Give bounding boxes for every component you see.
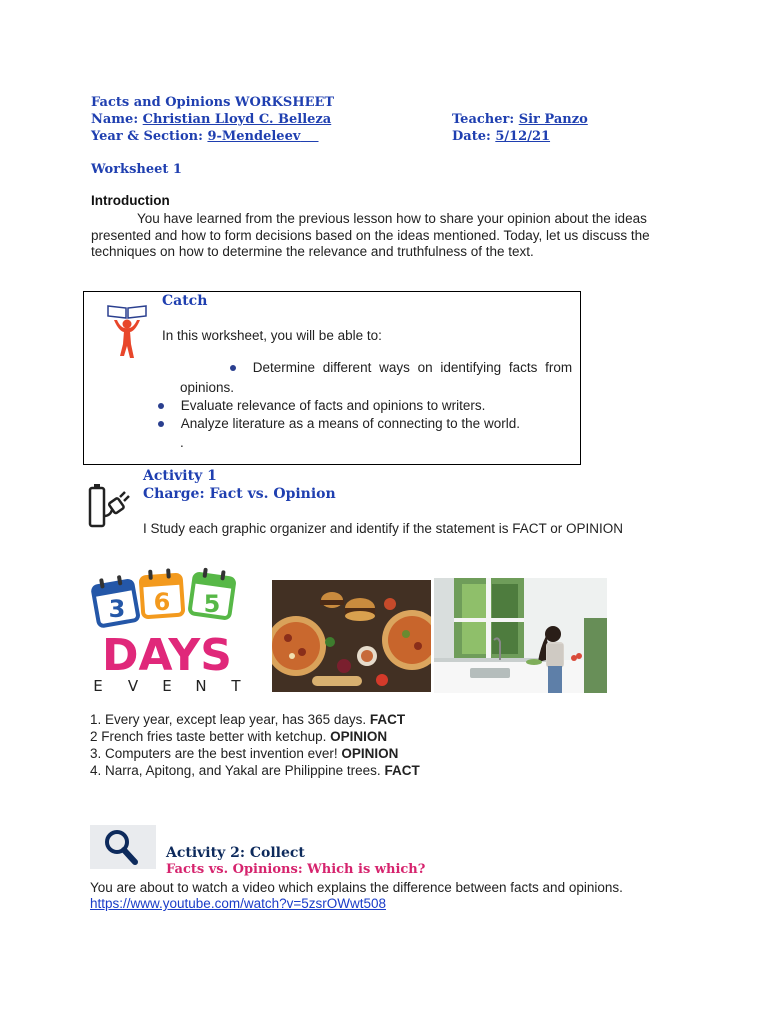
magnifier-icon: [90, 825, 156, 869]
catch-bullet-2: Evaluate relevance of facts and opinions to writers.: [158, 398, 485, 413]
kitchen-photo: [434, 578, 607, 693]
food-photo: [272, 580, 431, 692]
activity2-heading: Activity 2: Collect: [166, 845, 305, 861]
teacher-row: [452, 111, 588, 128]
date-value: 5/12/21: [495, 129, 551, 144]
catch-box: [83, 291, 581, 465]
intro-line-2: presented and how to form decisions based on the ideas mentioned. Today, let us discuss the: [91, 228, 650, 243]
intro-line-1: You have learned from the previous lesson how to share your opinion about the ideas: [137, 211, 647, 226]
introduction-heading: Introduction: [91, 193, 170, 208]
answer-item-3: 3. Computers are the best invention ever! OPINION: [90, 746, 399, 761]
answer-label: FACT: [384, 763, 420, 778]
answer-item-1: 1. Every year, except leap year, has 365 days. FACT: [90, 712, 406, 727]
battery-plug-icon: [88, 484, 132, 530]
date-row: [452, 128, 550, 145]
name-value: Christian Lloyd C. Belleza: [142, 112, 332, 127]
answer-label: OPINION: [330, 729, 388, 744]
worksheet-number: Worksheet 1: [91, 162, 182, 177]
event-letter-2: V: [127, 677, 139, 694]
bullet-dot: [230, 365, 236, 371]
activity2-subheading: Facts vs. Opinions: Which is which?: [166, 862, 426, 877]
days-digit-2: 6: [153, 588, 171, 616]
event-letter-3: E: [162, 677, 172, 694]
catch-trailing-dot: .: [180, 435, 184, 450]
teacher-label: Teacher:: [452, 112, 515, 127]
name-row: [91, 111, 331, 128]
intro-line-3: techniques on how to determine the relevance and truthfulness of the text.: [91, 244, 534, 259]
section-value: 9-Mendeleev: [207, 129, 301, 144]
answer-label: FACT: [369, 712, 406, 727]
activity1-heading: Activity 1: [143, 468, 217, 484]
days-word: DAYS: [102, 630, 232, 681]
activity1-subheading: Charge: Fact vs. Opinion: [143, 486, 336, 502]
activity2-text: You are about to watch a video which explains the difference between facts and opinions.: [90, 880, 623, 895]
activity1-instruction: I Study each graphic organizer and identify if the statement is FACT or OPINION: [143, 521, 623, 536]
catch-lead: In this worksheet, you will be able to:: [162, 328, 382, 343]
days-digit-1: 3: [108, 595, 126, 623]
video-link-row: [90, 895, 386, 912]
worksheet-title: Facts and Opinions WORKSHEET: [91, 95, 335, 110]
catch-bullet-1-cont: opinions.: [180, 380, 235, 395]
days-event-image: [86, 566, 248, 694]
section-label: Year & Section:: [91, 129, 203, 144]
catch-bullet-3: Analyze literature as a means of connecting to the world.: [158, 416, 520, 431]
event-letter-4: N: [195, 677, 207, 694]
youtube-video-link[interactable]: https://www.youtube.com/watch?v=5zsrOWwt508: [90, 896, 386, 911]
days-digit-3: 5: [203, 590, 221, 618]
reader-icon: [104, 298, 150, 364]
answer-label: OPINION: [341, 746, 399, 761]
section-row: [91, 128, 319, 145]
teacher-value: Sir Panzo: [518, 112, 588, 127]
catch-bullet-1: Determine different ways on identifying facts from: [230, 360, 572, 375]
answer-item-2: 2 French fries taste better with ketchup. OPINION: [90, 729, 388, 744]
catch-heading: Catch: [162, 293, 208, 309]
event-letter-1: E: [93, 677, 103, 694]
bullet-dot: [158, 403, 164, 409]
event-letter-5: T: [231, 677, 241, 694]
date-label: Date:: [452, 129, 491, 144]
answer-item-4: 4. Narra, Apitong, and Yakal are Philippine trees. FACT: [90, 763, 420, 778]
bullet-dot: [158, 421, 164, 427]
name-label: Name:: [91, 112, 139, 127]
